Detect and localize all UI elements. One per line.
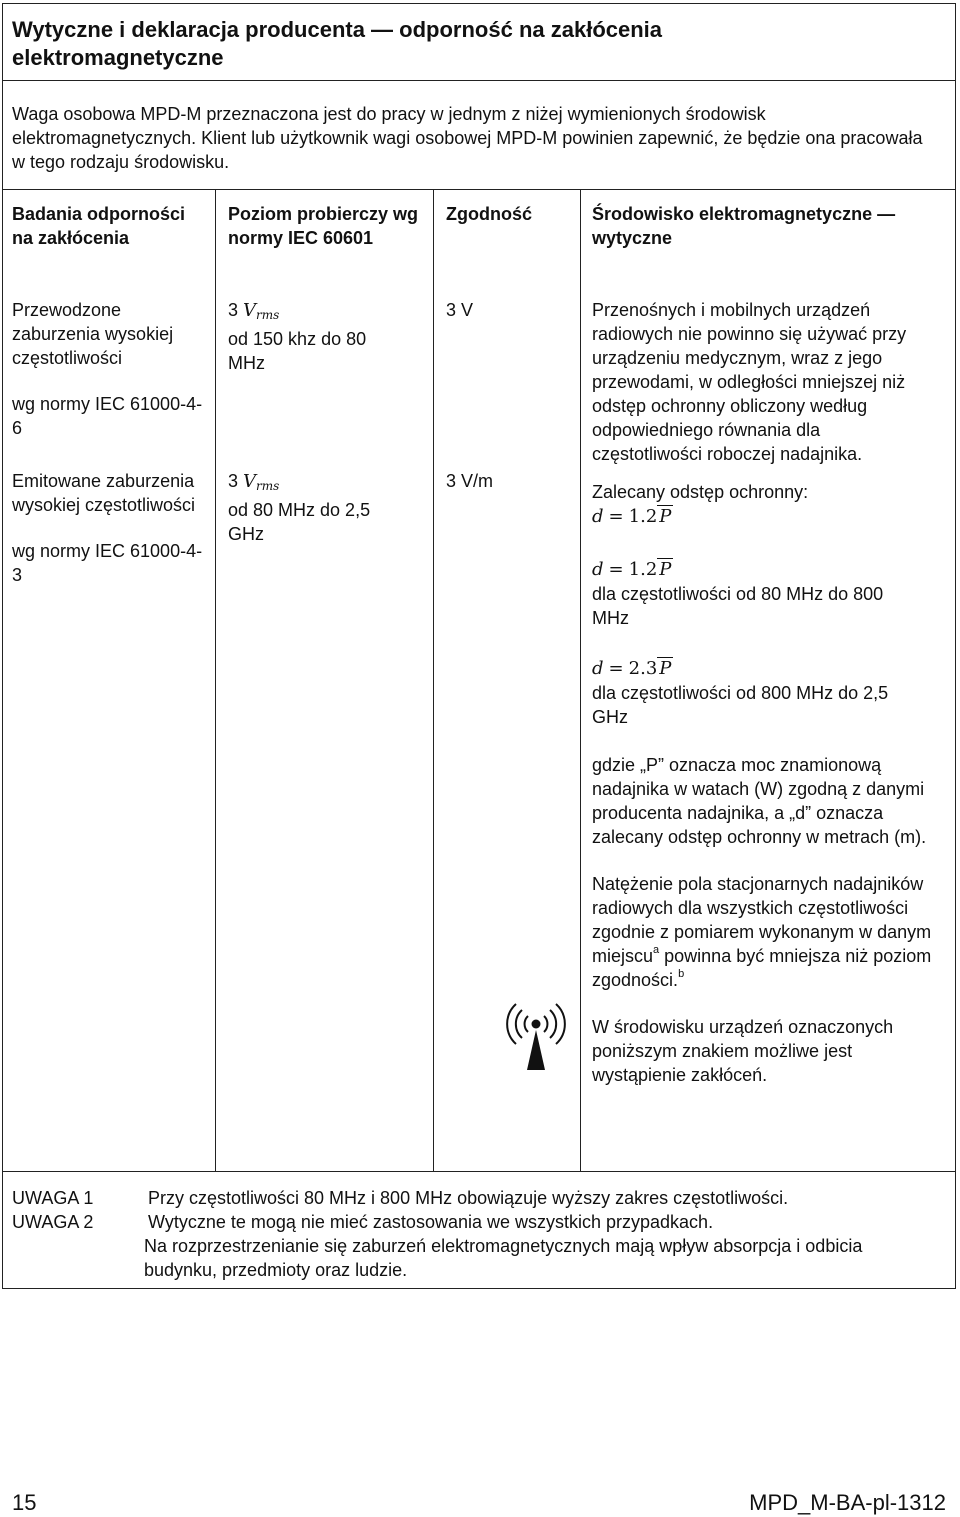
symbol-note: W środowisku urządzeń oznaczonych poniższym znakiem możliwe jest wystąpienie zakłóceń. [592,1017,894,1085]
formula-1: d = 1.2 P [592,506,672,527]
level-value: 3 $V_{rms}$ [228,471,280,493]
notes-section [12,1186,942,1282]
test-norm: wg normy IEC 61000-4-6 [12,394,203,438]
level-value: 3 $V_{rms}$ [228,300,280,322]
non-ionizing-radiation-icon [506,998,566,1074]
document-title: Wytyczne i deklaracja producenta — odporność na zakłócenia elektromagnetyczne [12,17,663,70]
note-2: UWAGA 2 Wytyczne te mogą nie mieć zastosowania we wszystkich przypadkach. [12,1212,714,1232]
row-radiated-level [228,469,428,546]
formula-3: d = 2.3 P [592,658,672,679]
level-range: od 80 MHz do 2,5 GHz [228,500,371,544]
recommended-distance-label: Zalecany odstęp ochronny: [592,482,809,502]
page-number: 15 [12,1490,37,1515]
row-conducted-test [12,298,207,440]
row-conducted-level [228,298,428,375]
formula-2-description: dla częstotliwości od 80 MHz do 800 MHz [592,584,884,628]
test-name: Emitowane zaburzenia wysokiej częstotliwości [12,471,196,515]
row-radiated-compliance: 3 V/m [446,471,494,491]
intro-divider [2,189,956,190]
column-divider-2 [433,189,434,1172]
title-divider [2,80,956,81]
where-paragraph: gdzie „P” oznacza moc znamionową nadajnika w watach (W) zgodną z danymi producenta nadajnika, a „d” oznacza zalecany odstęp ochronny w metrach (m). [592,755,927,847]
test-name: Przewodzone zaburzenia wysokiej częstotliwości [12,300,174,368]
formula-3-description: dla częstotliwości od 800 MHz do 2,5 GHz [592,683,889,727]
note-continuation: Na rozprzestrzenianie się zaburzeń elektromagnetycznych mają wpływ absorpcja i odbicia budynku, przedmioty oraz ludzie. [144,1236,863,1280]
intro-paragraph: Waga osobowa MPD-M przeznaczona jest do pracy w jednym z niżej wymienionych środowisk elektromagnetycznych. Klient lub użytkownik wagi osobowej MPD-M powinien zapewnić, że będzie ona pracowała w tego rodzaju środowisku. [12,104,923,172]
level-range: od 150 khz do 80 MHz [228,329,367,373]
header-tests: Badania odporności na zakłócenia [12,204,186,248]
note-1: UWAGA 1 Przy częstotliwości 80 MHz i 800 MHz obowiązuje wyższy zakres częstotliwości. [12,1188,789,1208]
field-strength-paragraph: Natężenie pola stacjonarnych nadajników radiowych dla wszystkich częstotliwości zgodnie z pomiarem wykonanym w danym miejscu$^a$ powinna być mniejsza niż poziom zgodności.$^b$ [592,874,932,990]
guidance-column [592,298,942,1087]
header-environment: Środowisko elektromagnetyczne — wytyczne [592,204,896,248]
column-divider-1 [215,189,216,1172]
header-compliance: Zgodność [446,204,532,224]
formula-2: d = 1.2 P [592,559,672,580]
test-norm: wg normy IEC 61000-4-3 [12,541,203,585]
document-id: MPD_M-BA-pl-1312 [749,1490,946,1515]
guidance-paragraph: Przenośnych i mobilnych urządzeń radiowych nie powinno się używać przy urządzeniu medycznym, wraz z jego przewodami, w odległości mniejszej niż odstęp ochronny obliczony według odpowiedniego równania dla częstotliwości roboczej nadajnika. [592,300,907,464]
row-radiated-test [12,469,207,587]
column-divider-3 [580,189,581,1172]
row-conducted-compliance: 3 V [446,300,474,320]
notes-divider [2,1171,956,1172]
header-test-level: Poziom probierczy wg normy IEC 60601 [228,204,419,248]
